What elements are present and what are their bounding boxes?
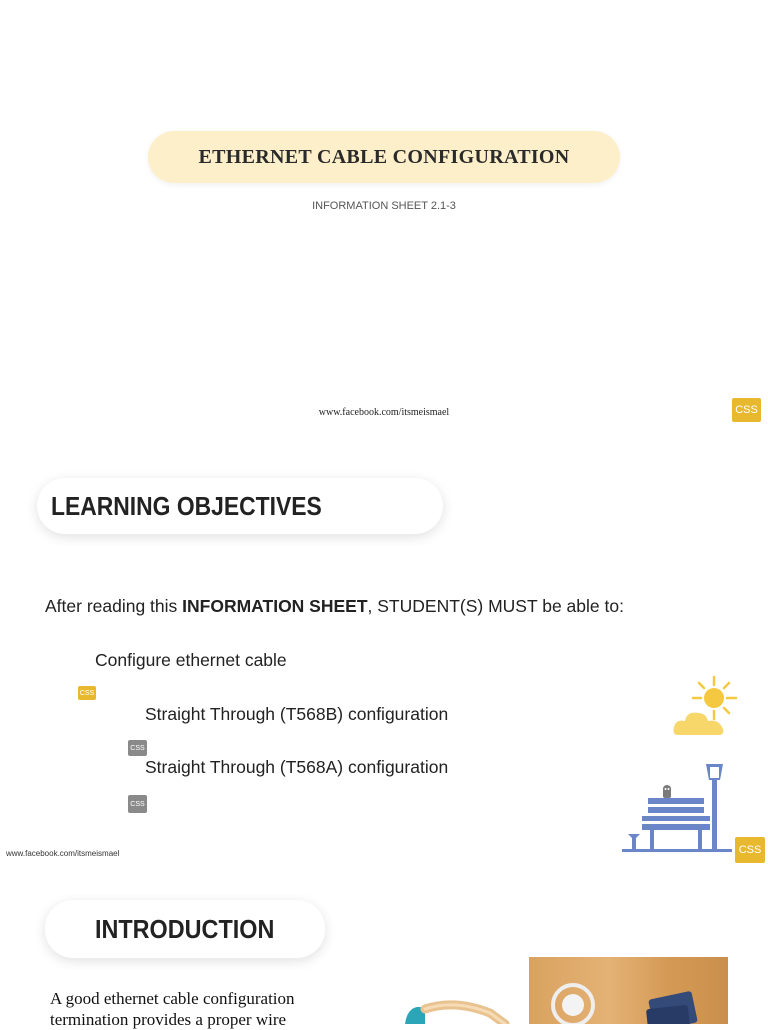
css-bullet-icon: CSS [128,740,147,756]
title-pill [148,131,620,183]
desk-photo [529,957,728,1024]
slide-subtitle: INFORMATION SHEET 2.1-3 [312,200,456,212]
css-bullet-icon: CSS [128,795,147,813]
objective-item: Straight Through (T568B) configuration [145,704,449,724]
css-logo-badge: CSS [732,398,761,422]
desk-photo-image [529,957,728,1024]
facebook-url: www.facebook.com/itsmeismael [6,849,120,858]
facebook-url: www.facebook.com/itsmeismael [318,407,450,418]
css-bullet-icon: CSS [78,686,96,700]
sun-cloud-icon [670,675,742,739]
park-bench-icon [620,760,735,856]
objective-item: Configure ethernet cable [95,650,287,670]
objective-item: Straight Through (T568A) configuration [145,757,449,777]
slide-title: ETHERNET CABLE CONFIGURATION [198,145,570,168]
learning-objectives-pill [37,478,443,534]
introduction-text: A good ethernet cable configuration termination provides a proper wire [50,989,295,1029]
introduction-pill [45,900,325,958]
ethernet-cable-illustration [395,995,520,1024]
introduction-heading: INTRODUCTION [95,913,275,944]
learning-objectives-heading: LEARNING OBJECTIVES [51,490,322,521]
objectives-intro: After reading this INFORMATION SHEET, STUDENT(S) MUST be able to: [45,596,624,616]
css-logo-badge: CSS [735,837,765,863]
